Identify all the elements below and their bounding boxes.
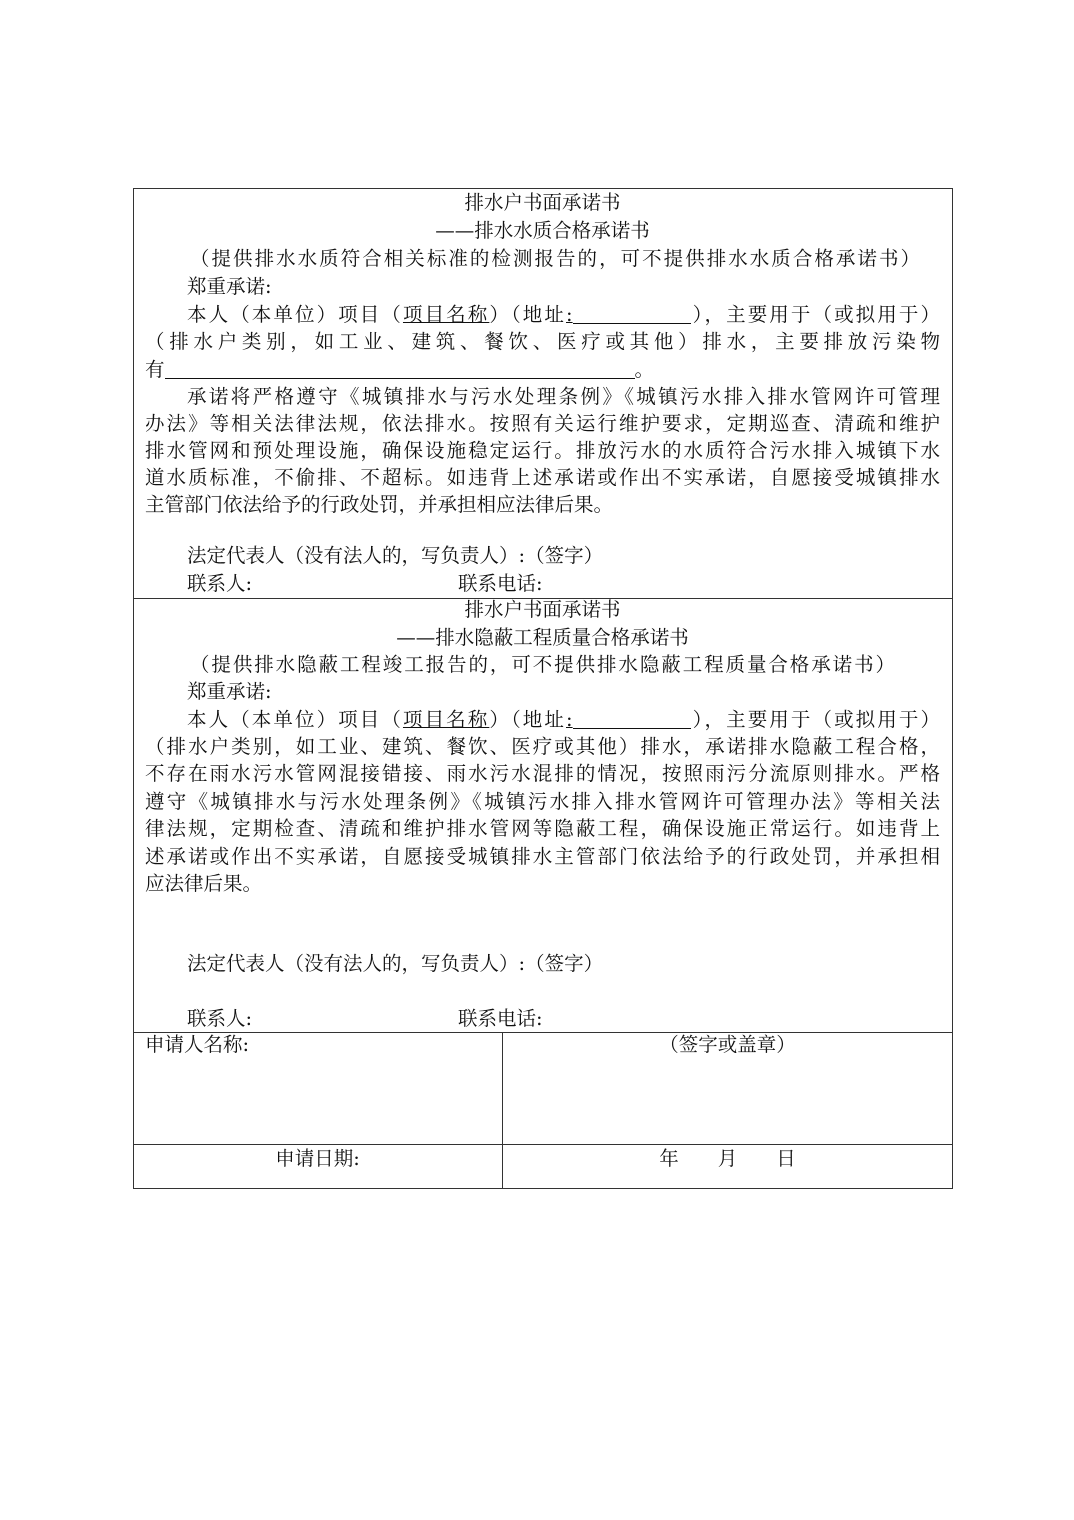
section2-legal-rep: 法定代表人（没有法人的，写负责人）:（签字）	[187, 952, 604, 975]
application-date-field[interactable]: 年 月 日	[659, 1147, 796, 1170]
section1-para1-line1: 本人（本单位）项目（项目名称）（地址: ），主要用于（或拟用于）	[187, 303, 940, 326]
section2-phone: 联系电话:	[458, 1007, 543, 1030]
section1-phone: 联系电话:	[458, 572, 543, 595]
section1-para2-line: 办法》等相关法律法规，依法排水。按照有关运行维护要求，定期巡查、清疏和维护	[145, 412, 940, 435]
section2-line: （排水户类别，如工业、建筑、餐饮、医疗或其他）排水，承诺排水隐蔽工程合格，	[145, 735, 940, 758]
section1-para1-line3: 有 。	[145, 358, 655, 381]
section2-title: 排水户书面承诺书	[464, 598, 621, 621]
section1-pledge: 郑重承诺:	[187, 275, 272, 298]
section2-line: 应法律后果。	[145, 872, 263, 895]
section1-para2-line: 道水质标准，不偷排、不超标。如违背上述承诺或作出不实承诺，自愿接受城镇排水	[145, 466, 940, 489]
section1-contact: 联系人:	[187, 572, 253, 595]
applicant-name-label: 申请人名称:	[145, 1033, 250, 1056]
section1-note: （提供排水水质符合相关标准的检测报告的，可不提供排水水质合格承诺书）	[190, 247, 920, 270]
section2-line: 遵守《城镇排水与污水处理条例》《城镇污水排入排水管网许可管理办法》等相关法	[145, 790, 940, 813]
address-field[interactable]	[573, 706, 691, 729]
section2-line: 律法规，定期检查、清疏和维护排水管网等隐蔽工程，确保设施正常运行。如违背上	[145, 817, 940, 840]
section2-para1-line1: 本人（本单位）项目（项目名称）（地址: ），主要用于（或拟用于）	[187, 708, 940, 731]
section1-para2-line: 承诺将严格遵守《城镇排水与污水处理条例》《城镇污水排入排水管网许可管理	[187, 385, 940, 408]
section1-legal-rep: 法定代表人（没有法人的，写负责人）:（签字）	[187, 544, 604, 567]
project-name-field[interactable]: 项目名称	[402, 303, 490, 326]
section2-pledge: 郑重承诺:	[187, 680, 272, 703]
section1-title: 排水户书面承诺书	[464, 191, 621, 214]
pollutants-field[interactable]	[165, 356, 635, 379]
application-date-label: 申请日期:	[275, 1147, 360, 1170]
section2-line: 述承诺或作出不实承诺，自愿接受城镇排水主管部门依法给予的行政处罚，并承担相	[145, 845, 940, 868]
section1-para2-line: 主管部门依法给予的行政处罚，并承担相应法律后果。	[145, 493, 614, 516]
section1-subtitle: ——排水水质合格承诺书	[435, 219, 650, 242]
section1-para1-line2: （排水户类别，如工业、建筑、餐饮、医疗或其他）排水，主要排放污染物	[145, 330, 940, 353]
section2-line: 不存在雨水污水管网混接错接、雨水污水混排的情况，按照雨污分流原则排水。严格	[145, 762, 940, 785]
sign-or-seal-label: （签字或盖章）	[659, 1033, 796, 1056]
section2-note: （提供排水隐蔽工程竣工报告的，可不提供排水隐蔽工程质量合格承诺书）	[190, 653, 895, 676]
section2-subtitle: ——排水隐蔽工程质量合格承诺书	[396, 626, 689, 649]
section2-contact: 联系人:	[187, 1007, 253, 1030]
section1-para2-line: 排水管网和预处理设施，确保设施稳定运行。排放污水的水质符合污水排入城镇下水	[145, 439, 940, 462]
address-field[interactable]	[573, 301, 691, 324]
project-name-field[interactable]: 项目名称	[402, 708, 490, 731]
